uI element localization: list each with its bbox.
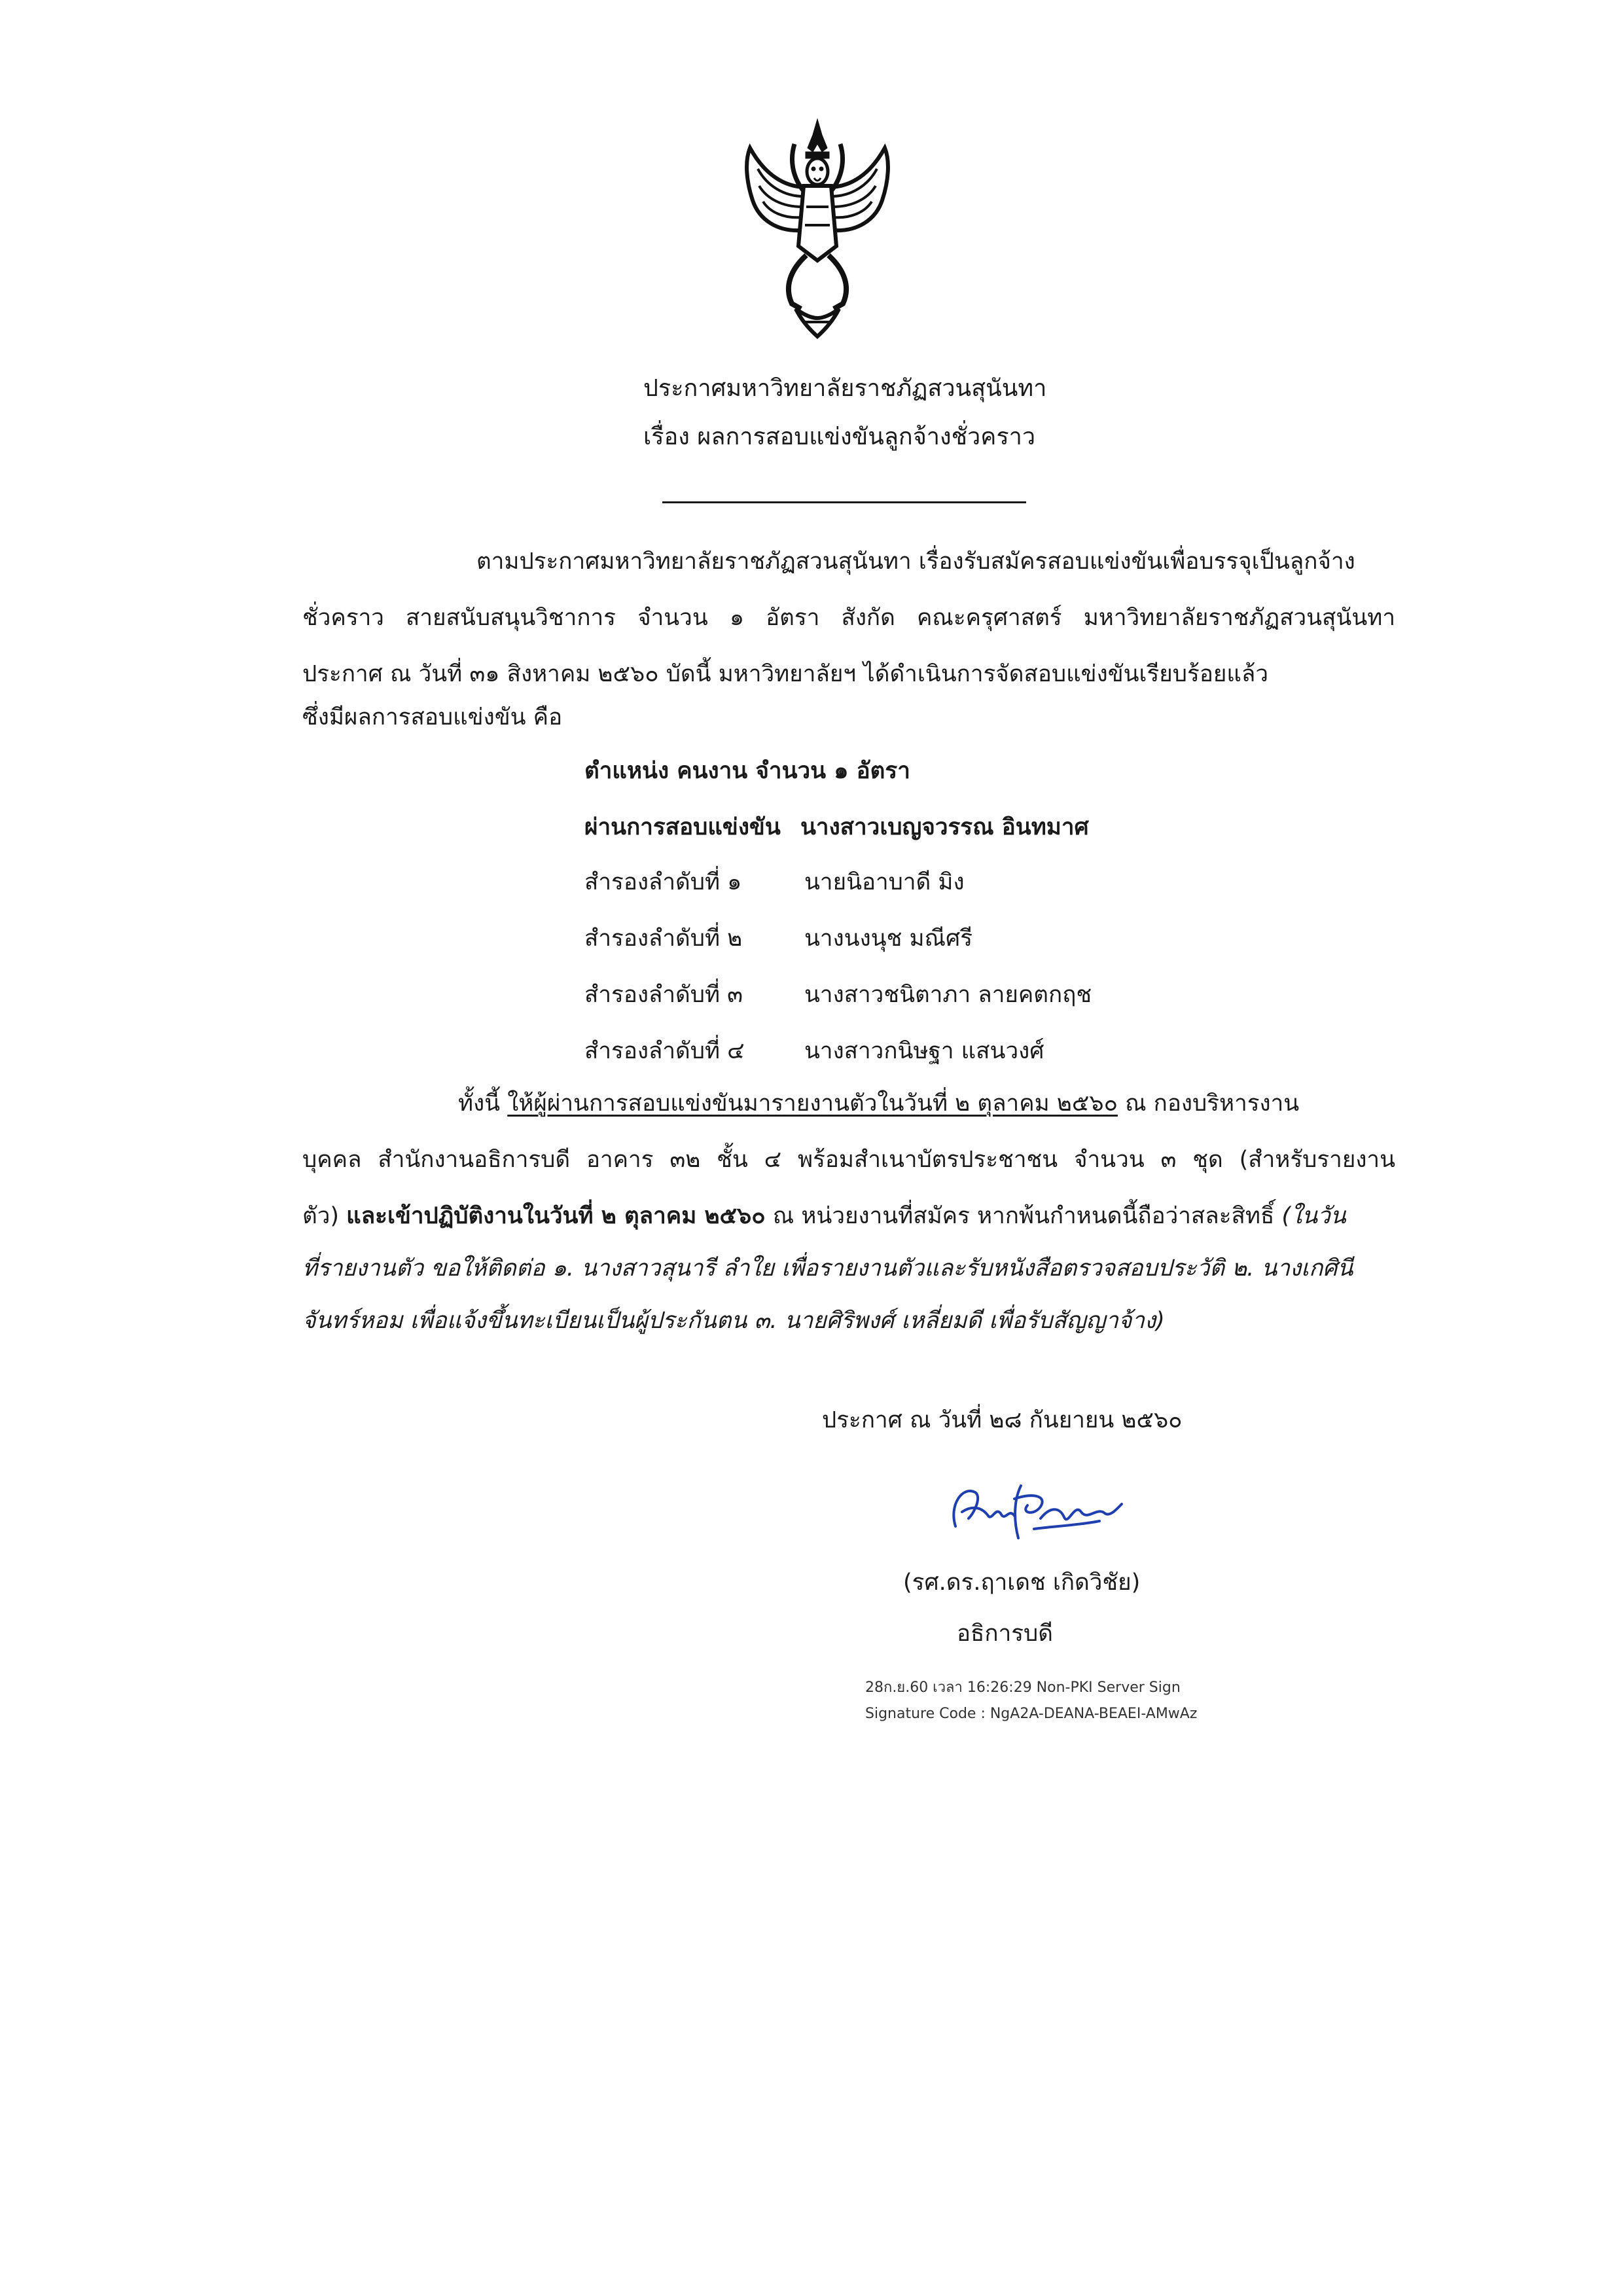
signature-image xyxy=(936,1466,1132,1551)
reserve-label: สำรองลำดับที่ ๑ xyxy=(584,869,742,895)
passed-name: นางสาวเบญจวรรณ อินทมาศ xyxy=(800,814,1089,840)
intro-line-3: ประกาศ ณ วันที่ ๓๑ สิงหาคม ๒๕๖๐ บัดนี้ มหาวิทยาลัยฯ ได้ดำเนินการจัดสอบแข่งขันเรียบร้อยแล้ว xyxy=(302,661,1269,687)
notice-underlined: ให้ผู้ผ่านการสอบแข่งขันมารายงานตัวในวันที่ ๒ ตุลาคม ๒๕๖๐ xyxy=(507,1090,1118,1117)
position-line: ตำแหน่ง คนงาน จำนวน ๑ อัตรา xyxy=(584,758,910,784)
notice-text: ตัว) xyxy=(302,1203,347,1229)
notice-text: ทั้งนี้ xyxy=(458,1090,508,1117)
announcement-subject: เรื่อง ผลการสอบแข่งขันลูกจ้างชั่วคราว xyxy=(643,423,1036,450)
notice-italic: (ในวัน xyxy=(1281,1203,1346,1229)
passed-row xyxy=(584,814,1089,840)
signer-name: (รศ.ดร.ฤาเดช เกิดวิชัย) xyxy=(903,1570,1141,1596)
notice-line-1 xyxy=(458,1090,1299,1117)
reserve-row xyxy=(584,925,972,952)
notice-text: ณ กองบริหารงาน xyxy=(1117,1090,1300,1117)
reserve-row xyxy=(584,869,965,895)
reserve-row xyxy=(584,982,1092,1008)
notice-line-2: บุคคล สำนักงานอธิการบดี อาคาร ๓๒ ชั้น ๔ พร้อมสำเนาบัตรประชาชน จำนวน ๓ ชุด (สำหรับรายงาน xyxy=(302,1147,1395,1173)
intro-line-2: ชั่วคราว สายสนับสนุนวิชาการ จำนวน ๑ อัตรา สังกัด คณะครุศาสตร์ มหาวิทยาลัยราชภัฏสวนสุนันทา xyxy=(302,605,1395,631)
intro-line-4: ซึ่งมีผลการสอบแข่งขัน คือ xyxy=(302,704,563,730)
notice-line-5: จันทร์หอม เพื่อแจ้งขึ้นทะเบียนเป็นผู้ประกันตน ๓. นายศิริพงศ์ เหลี่ยมดี เพื่อรับสัญญาจ้าง) xyxy=(302,1308,1165,1334)
intro-line-1: ตามประกาศมหาวิทยาลัยราชภัฏสวนสุนันทา เรื่องรับสมัครสอบแข่งขันเพื่อบรรจุเป็นลูกจ้าง xyxy=(476,548,1355,575)
signature-timestamp: 28ก.ย.60 เวลา 16:26:29 Non-PKI Server Sign xyxy=(865,1679,1181,1696)
reserve-label: สำรองลำดับที่ ๓ xyxy=(584,982,743,1008)
reserve-row xyxy=(584,1038,1044,1064)
title-divider xyxy=(662,501,1026,503)
announcement-title: ประกาศมหาวิทยาลัยราชภัฏสวนสุนันทา xyxy=(643,375,1047,402)
signature-code: Signature Code : NgA2A-DEANA-BEAEI-AMwAz xyxy=(865,1706,1198,1722)
reserve-name: นางสาวกนิษฐา แสนวงศ์ xyxy=(804,1038,1044,1064)
notice-line-4: ที่รายงานตัว ขอให้ติดต่อ ๑. นางสาวสุนารี ลำใย เพื่อรายงานตัวและรับหนังสือตรวจสอบประวัติ ๒. นางเกศินี xyxy=(302,1255,1353,1282)
signer-position: อธิการบดี xyxy=(957,1621,1053,1647)
notice-text: ณ หน่วยงานที่สมัคร หากพ้นกำหนดนี้ถือว่าสละสิทธิ์ xyxy=(765,1203,1282,1229)
reserve-name: นางนงนุช มณีศรี xyxy=(804,925,973,952)
reserve-label: สำรองลำดับที่ ๔ xyxy=(584,1038,745,1064)
reserve-name: นางสาวชนิตาภา ลายคตกฤช xyxy=(804,982,1092,1008)
notice-bold: และเข้าปฏิบัติงานในวันที่ ๒ ตุลาคม ๒๕๖๐ xyxy=(346,1203,766,1229)
notice-line-3 xyxy=(302,1203,1346,1229)
reserve-label: สำรองลำดับที่ ๒ xyxy=(584,925,743,952)
garuda-emblem-icon xyxy=(738,115,897,340)
reserve-name: นายนิอาบาดี มิง xyxy=(804,869,965,895)
passed-label: ผ่านการสอบแข่งขัน xyxy=(584,814,781,840)
announcement-date: ประกาศ ณ วันที่ ๒๘ กันยายน ๒๕๖๐ xyxy=(822,1407,1183,1433)
